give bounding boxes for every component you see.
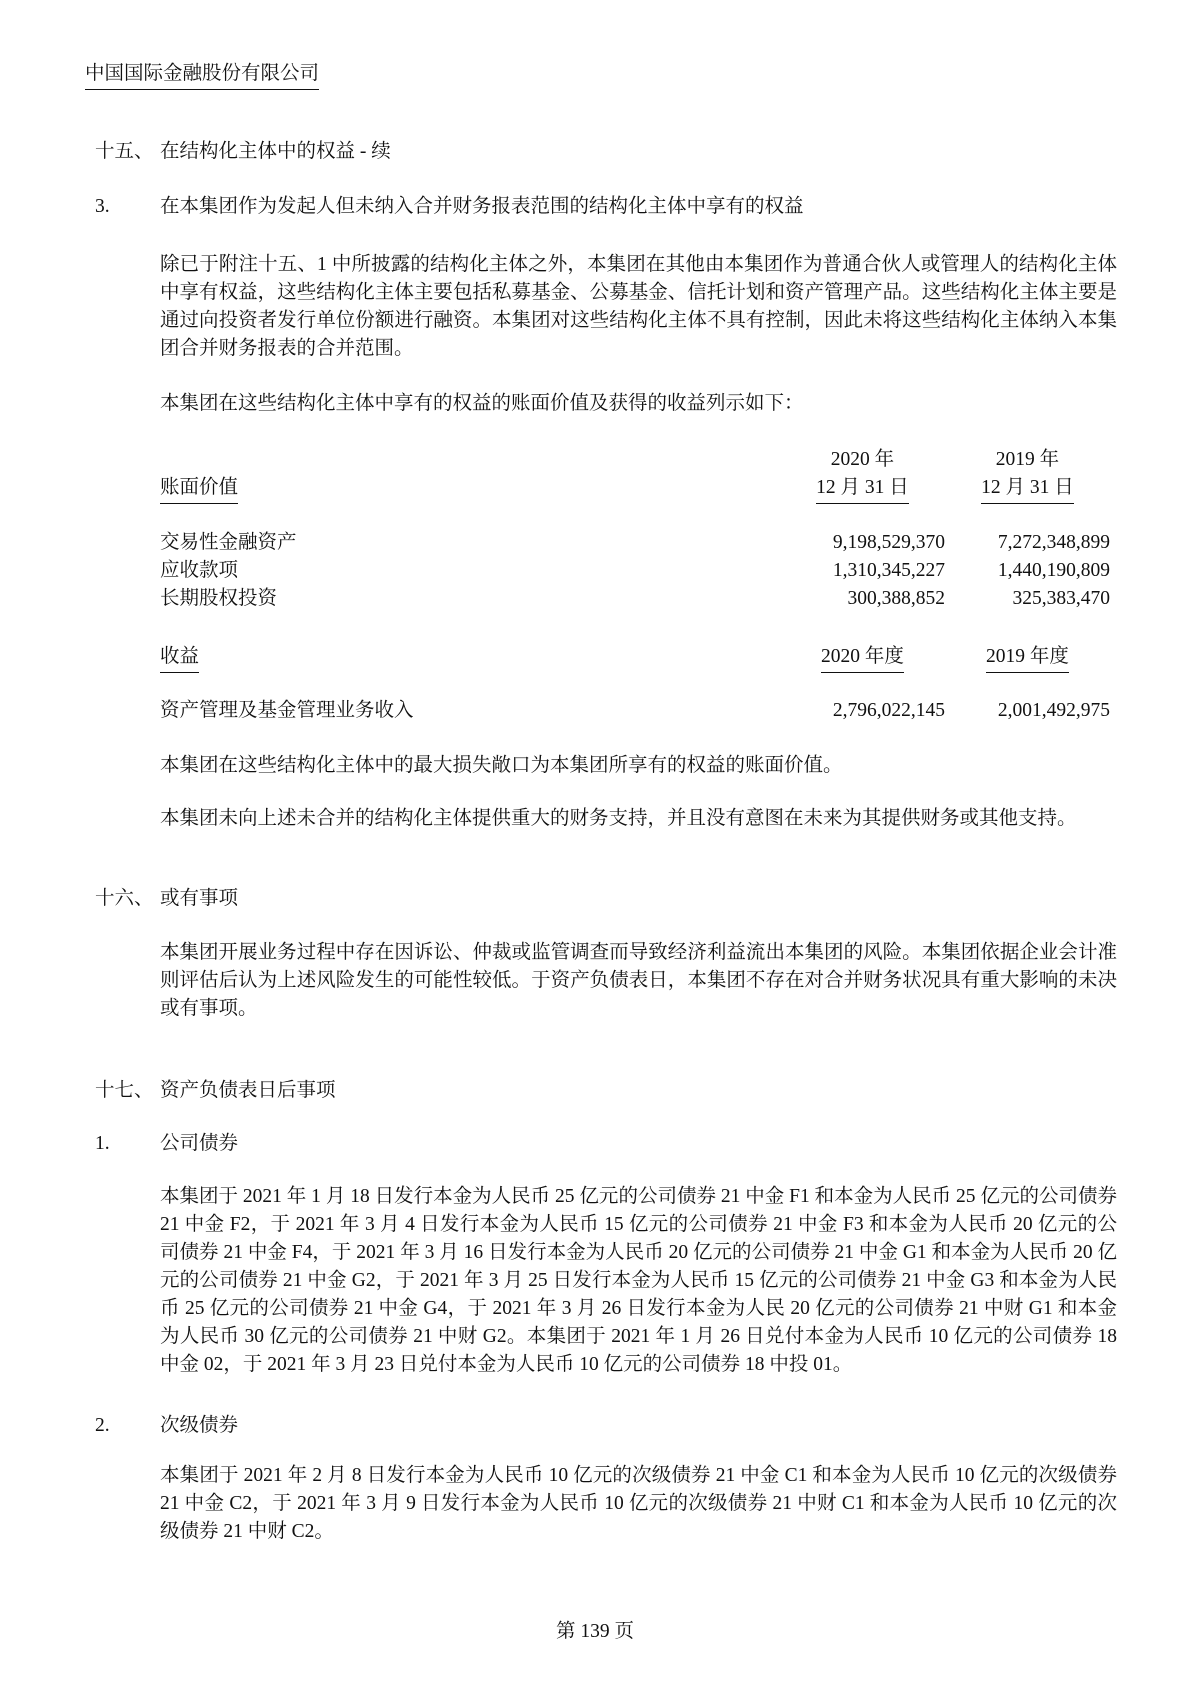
row-value-2019: 1,440,190,809	[997, 560, 1110, 581]
section-15-heading	[95, 138, 1117, 166]
row-label: 交易性金融资产	[160, 532, 297, 553]
section-15-title: 在结构化主体中的权益 - 续	[160, 141, 391, 162]
item-3-heading	[95, 193, 1117, 221]
section-16-title: 或有事项	[160, 888, 239, 909]
row-label: 长期股权投资	[160, 588, 278, 609]
item-3-title: 在本集团作为发起人但未纳入合并财务报表范围的结构化主体中享有的权益	[160, 196, 804, 217]
income-column-2020: 2020 年度	[780, 643, 945, 673]
item-2-heading	[95, 1412, 1117, 1440]
item-3-number: 3.	[95, 196, 110, 217]
structured-entities-table	[160, 446, 1110, 725]
column-2020-date: 12 月 31 日	[780, 474, 945, 504]
item-3-paragraph-2: 本集团在这些结构化主体中享有的权益的账面价值及获得的收益列示如下：	[160, 393, 804, 414]
company-header	[85, 60, 1117, 90]
row-value-2020: 300,388,852	[847, 588, 945, 609]
row-value-2019: 325,383,470	[1012, 588, 1110, 609]
section-15-number: 十五、	[95, 141, 154, 162]
item-3-paragraph-4: 本集团未向上述未合并的结构化主体提供重大的财务支持，并且没有意图在未来为其提供财务或其他支持。	[160, 808, 1077, 829]
page-number: 第 139 页	[555, 1621, 634, 1642]
item-2-paragraph: 本集团于 2021 年 2 月 8 日发行本金为人民币 10 亿元的次级债券 21 中金 C1 和本金为人民币 10 亿元的次级债券 21 中金 C2，于 2021 年 3 月 9 日发行本金为人民币 10 亿元的次级债券 21 中财 C1 和本金为人民币 10 亿元的次级债券 21 中财 C2。	[160, 1465, 1117, 1542]
column-2020-year: 2020 年	[830, 449, 895, 470]
row-value-2020: 1,310,345,227	[832, 560, 945, 581]
item-1-paragraph: 本集团于 2021 年 1 月 18 日发行本金为人民币 25 亿元的公司债券 21 中金 F1 和本金为人民币 25 亿元的公司债券 21 中金 F2，于 2021 年 3 月 4 日发行本金为人民币 15 亿元的公司债券 21 中金 F3 和本金为人民币 20 亿元的公司债券 21 中金 F4，于 2021 年 3 月 16 日发行本金为人民币 20 亿元的公司债券 21 中金 G1 和本金为人民币 20 亿元的公司债券 21 中金 G2，于 2021 年 3 月 25 日发行本金为人民币 15 亿元的公司债券 21 中金 G3 和本金为人民币 25 亿元的公司债券 21 中金 G4，于 2021 年 3 月 26 日发行本金为人民 20 亿元的公司债券 21 中财 G1 和本金为人民币 30 亿元的公司债券 21 中财 G2。本集团于 2021 年 1 月 26 日兑付本金为人民币 10 亿元的公司债券 18 中金 02，于 2021 年 3 月 23 日兑付本金为人民币 10 亿元的公司债券 18 中投 01。	[160, 1186, 1117, 1375]
item-2-number: 2.	[95, 1415, 110, 1436]
income-column-2019: 2019 年度	[945, 643, 1110, 673]
section-17-heading	[95, 1077, 1117, 1105]
table-date-header-row	[160, 474, 1110, 504]
table-row-long-term-equity-investments	[160, 585, 1110, 613]
table-row-receivables	[160, 557, 1110, 585]
table-row-trading-financial-assets	[160, 529, 1110, 557]
row-value-2020: 9,198,529,370	[832, 532, 945, 553]
section-16-number: 十六、	[95, 888, 154, 909]
item-3-paragraph-3: 本集团在这些结构化主体中的最大损失敞口为本集团所享有的权益的账面价值。	[160, 755, 843, 776]
income-label: 收益	[160, 643, 780, 673]
section-16-heading	[95, 885, 1117, 913]
table-year-header-row	[160, 446, 1110, 474]
item-1-title: 公司债券	[160, 1133, 239, 1154]
item-1-number: 1.	[95, 1133, 110, 1154]
row-value-2019: 7,272,348,899	[997, 532, 1110, 553]
section-17-title: 资产负债表日后事项	[160, 1080, 336, 1101]
carrying-value-label: 账面价值	[160, 474, 780, 504]
table-row-asset-management-income	[160, 697, 1110, 725]
company-name: 中国国际金融股份有限公司	[85, 60, 319, 90]
row-label: 应收款项	[160, 560, 239, 581]
column-2019-date: 12 月 31 日	[945, 474, 1110, 504]
row-value-2019: 2,001,492,975	[997, 700, 1110, 721]
item-2-title: 次级债券	[160, 1415, 239, 1436]
income-header-row	[160, 643, 1110, 673]
row-label: 资产管理及基金管理业务收入	[160, 700, 414, 721]
section-16-paragraph: 本集团开展业务过程中存在因诉讼、仲裁或监管调查而导致经济利益流出本集团的风险。本集团依据企业会计准则评估后认为上述风险发生的可能性较低。于资产负债表日，本集团不存在对合并财务状况具有重大影响的未决或有事项。	[160, 942, 1117, 1019]
section-17-number: 十七、	[95, 1080, 154, 1101]
item-3-paragraph-1: 除已于附注十五、1 中所披露的结构化主体之外，本集团在其他由本集团作为普通合伙人或管理人的结构化主体中享有权益，这些结构化主体主要包括私募基金、公募基金、信托计划和资产管理产品。这些结构化主体主要是通过向投资者发行单位份额进行融资。本集团对这些结构化主体不具有控制，因此未将这些结构化主体纳入本集团合并财务报表的合并范围。	[160, 254, 1117, 359]
column-2019-year: 2019 年	[995, 449, 1060, 470]
item-1-heading	[95, 1130, 1117, 1158]
row-value-2020: 2,796,022,145	[832, 700, 945, 721]
